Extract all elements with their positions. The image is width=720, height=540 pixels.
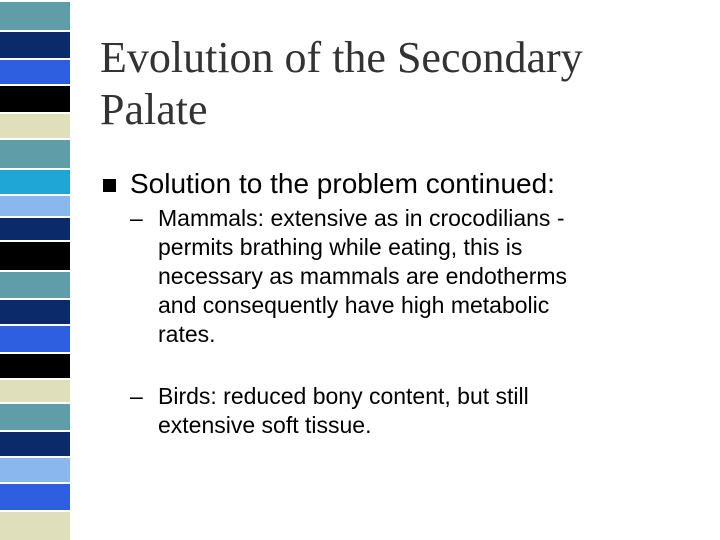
main-bullet: [100, 166, 700, 202]
sub-bullet-mammals: [130, 204, 690, 349]
stripe-block: [0, 298, 70, 324]
sub-bullet-line: rates.: [158, 321, 216, 347]
stripe-block: [0, 112, 70, 138]
stripe-block: [0, 84, 70, 112]
stripe-block: [0, 216, 70, 240]
stripe-block: [0, 30, 70, 58]
sub-bullet-line: Mammals: extensive as in crocodilians -: [158, 205, 565, 231]
stripe-block: [0, 168, 70, 194]
square-bullet-icon: [103, 179, 116, 192]
main-bullet-text: Solution to the problem continued:: [130, 168, 555, 199]
sub-bullet-line: permits brathing while eating, this is: [158, 234, 523, 260]
sub-bullet-line: necessary as mammals are endotherms: [158, 263, 568, 289]
stripe-block: [0, 194, 70, 216]
stripe-block: [0, 482, 70, 510]
stripe-block: [0, 324, 70, 352]
stripe-block: [0, 352, 70, 378]
stripe-block: [0, 402, 70, 430]
stripe-block: [0, 58, 70, 84]
stripe-block: [0, 456, 70, 482]
stripe-block: [0, 138, 70, 168]
stripe-block: [0, 430, 70, 456]
stripe-block: [0, 240, 70, 270]
slide-title: Evolution of the Secondary Palate: [100, 33, 583, 134]
stripe-block: [0, 510, 70, 540]
sub-bullet-line: Birds: reduced bony content, but still: [158, 383, 529, 409]
dash-bullet-icon: –: [130, 383, 143, 409]
decorative-color-stripe: [0, 0, 70, 540]
stripe-block: [0, 270, 70, 298]
sub-bullet-line: extensive soft tissue.: [158, 412, 372, 438]
sub-bullet-line: and consequently have high metabolic: [158, 292, 550, 318]
dash-bullet-icon: –: [130, 205, 143, 231]
stripe-block: [0, 0, 70, 30]
sub-bullet-birds: [130, 382, 690, 440]
stripe-block: [0, 378, 70, 402]
